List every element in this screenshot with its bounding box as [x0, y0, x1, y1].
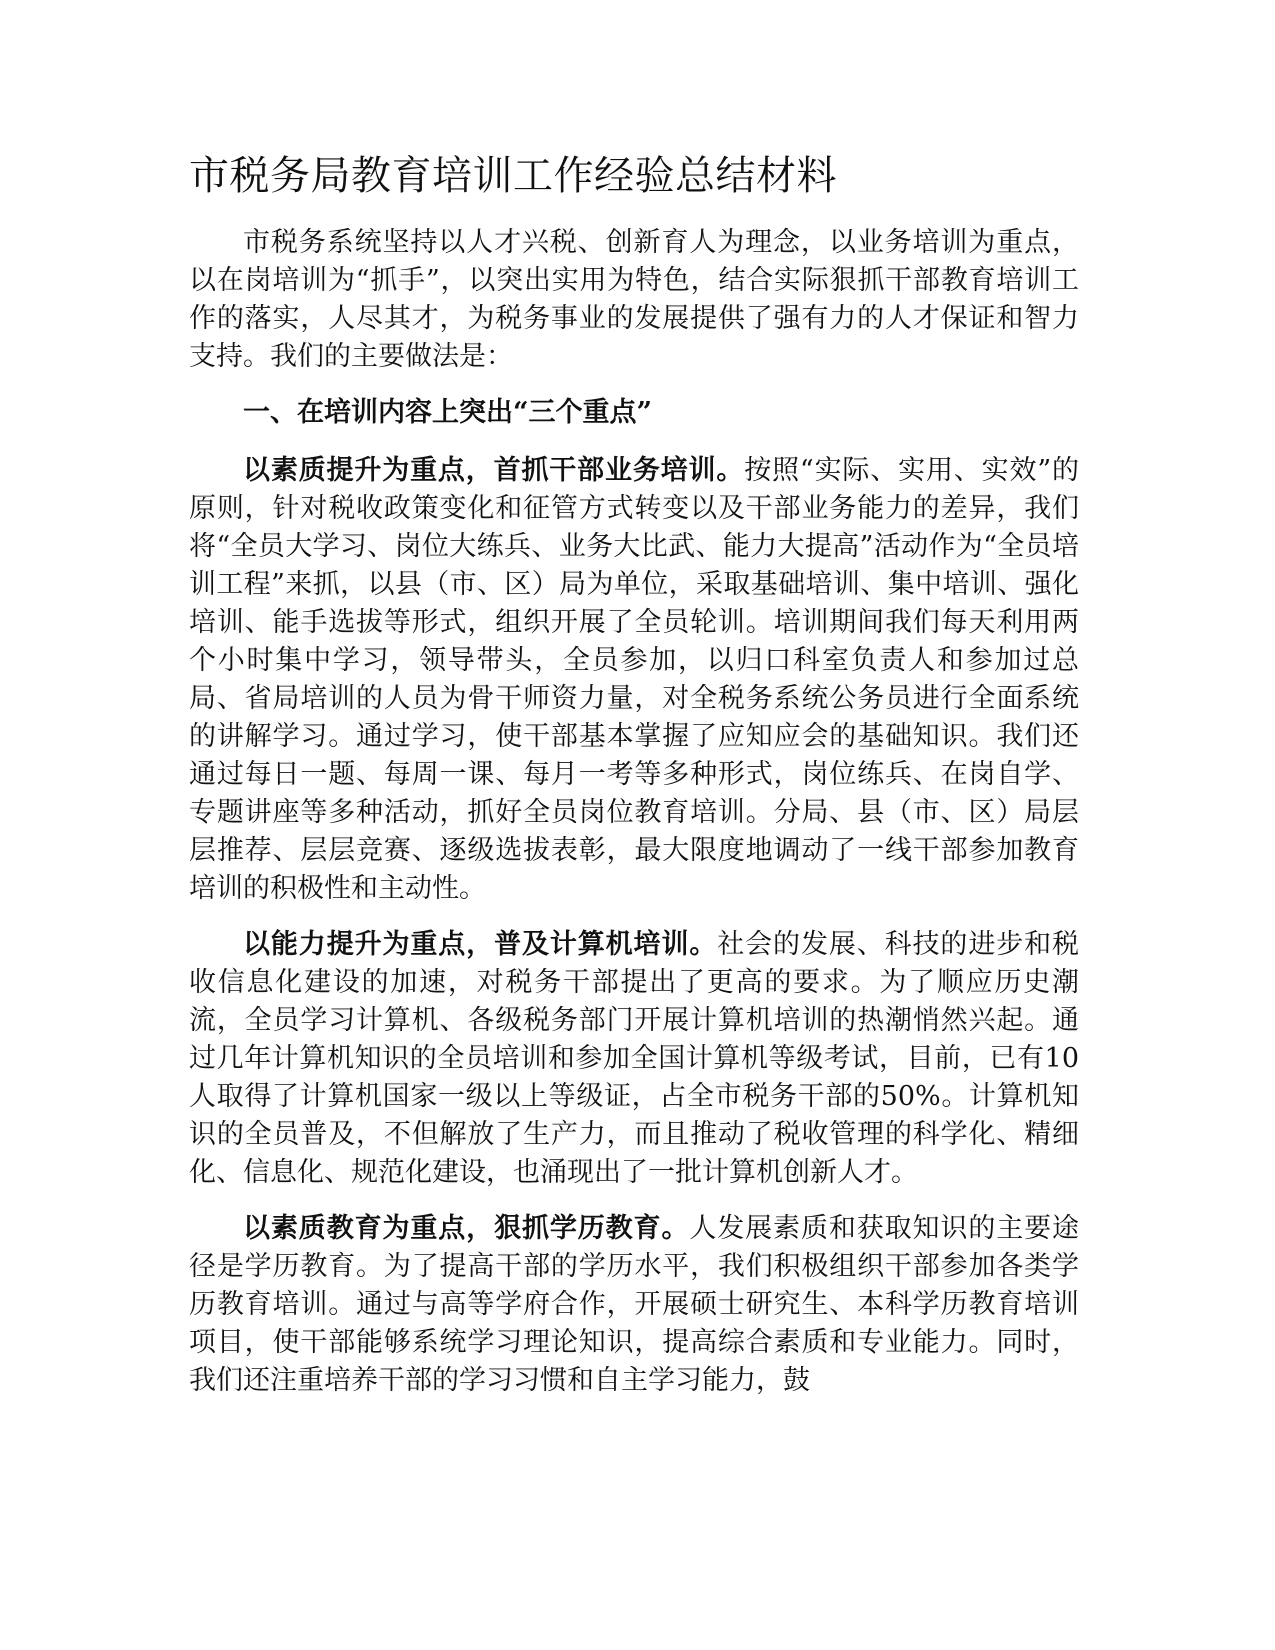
document-page	[189, 150, 1079, 1418]
paragraph-lead: 以素质提升为重点，首抓干部业务培训。	[243, 455, 745, 486]
document-title: 市税务局教育培训工作经验总结材料	[189, 153, 837, 199]
paragraph-lead: 以能力提升为重点，普及计算机培训。	[243, 929, 718, 960]
paragraph-body: 人发展素质和获取知识的主要途径是学历教育。为了提高干部的学历水平，我们积极组织干部参加各类学历教育培训。通过与高等学府合作，开展硕士研究生、本科学历教育培训项目，使干部能够系统学习理论知识，提高综合素质和专业能力。同时，我们还注重培养干部的学习习惯和自主学习能力，鼓	[189, 1213, 1080, 1396]
paragraph-lead: 以素质教育为重点，狠抓学历教育。	[243, 1213, 690, 1244]
paragraph-quality-training	[189, 452, 1079, 908]
section-heading: 一、在培训内容上突出“三个重点”	[243, 397, 653, 428]
paragraph-body: 按照“实际、实用、实效”的原则，针对税收政策变化和征管方式转变以及干部业务能力的差异，我们将“全员大学习、岗位大练兵、业务大比武、能力大提高”活动作为“全员培训工程”来抓，以县（市、区）局为单位，采取基础培训、集中培训、强化培训、能手选拔等形式，组织开展了全员轮训。培训期间我们每天利用两个小时集中学习，领导带头，全员参加，以归口科室负责人和参加过总局、省局培训的人员为骨干师资力量，对全税务系统公务员进行全面系统的讲解学习。通过学习，使干部基本掌握了应知应会的基础知识。我们还通过每日一题、每周一课、每月一考等多种形式，岗位练兵、在岗自学、专题讲座等多种活动，抓好全员岗位教育培训。分局、县（市、区）局层层推荐、层层竞赛、逐级选拔表彰，最大限度地调动了一线干部参加教育培训的积极性和主动性。	[189, 455, 1079, 904]
paragraph-degree-education	[189, 1210, 1079, 1400]
intro-paragraph: 市税务系统坚持以人才兴税、创新育人为理念，以业务培训为重点，以在岗培训为“抓手”，以突出实用为特色，结合实际狠抓干部教育培训工作的落实，人尽其才，为税务事业的发展提供了强有力的人才保证和智力支持。我们的主要做法是：	[189, 227, 1079, 372]
paragraph-body: 社会的发展、科技的进步和税收信息化建设的加速，对税务干部提出了更高的要求。为了顺应历史潮流，全员学习计算机、各级税务部门开展计算机培训的热潮悄然兴起。通过几年计算机知识的全员培训和参加全国计算机等级考试，目前，已有10人取得了计算机国家一级以上等级证，占全市税务干部的50%。计算机知识的全员普及，不但解放了生产力，而且推动了税收管理的科学化、精细化、信息化、规范化建设，也涌现出了一批计算机创新人才。	[189, 929, 1080, 1188]
paragraph-computer-training	[189, 926, 1079, 1192]
